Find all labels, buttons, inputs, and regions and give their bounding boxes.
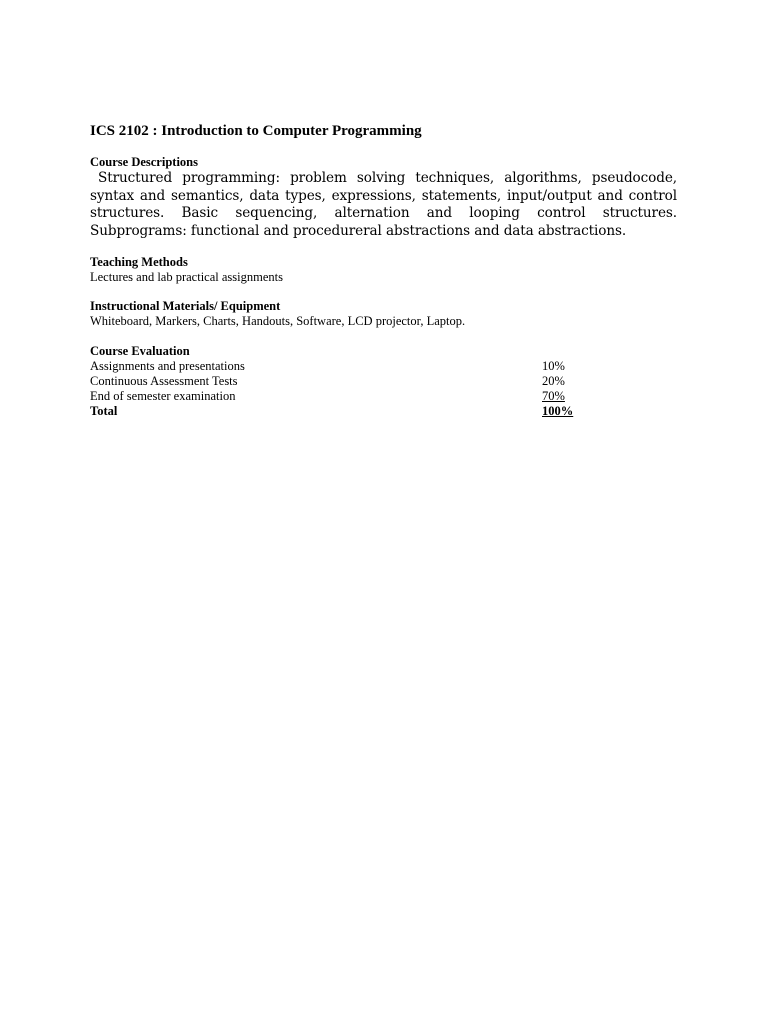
teaching-methods-heading: Teaching Methods bbox=[90, 255, 188, 270]
evaluation-row-total bbox=[90, 404, 677, 419]
teaching-methods-text: Lectures and lab practical assignments bbox=[90, 270, 283, 285]
materials-text: Whiteboard, Markers, Charts, Handouts, Software, LCD projector, Laptop. bbox=[90, 314, 466, 329]
evaluation-value: 70% bbox=[542, 389, 565, 404]
evaluation-row-assignments bbox=[90, 359, 677, 374]
materials-section bbox=[90, 299, 677, 329]
evaluation-row-cats bbox=[90, 374, 677, 389]
evaluation-label: Assignments and presentations bbox=[90, 359, 245, 374]
course-description-section bbox=[90, 155, 677, 240]
document-page bbox=[90, 122, 677, 419]
materials-heading: Instructional Materials/ Equipment bbox=[90, 299, 281, 314]
evaluation-total-label: Total bbox=[90, 404, 118, 419]
course-evaluation-section bbox=[90, 344, 677, 419]
evaluation-total-value: 100% bbox=[542, 404, 574, 419]
evaluation-value: 20% bbox=[542, 374, 565, 389]
course-title: ICS 2102 : Introduction to Computer Programming bbox=[90, 123, 422, 139]
course-description-heading: Course Descriptions bbox=[90, 155, 198, 169]
evaluation-label: End of semester examination bbox=[90, 389, 236, 404]
evaluation-row-exam bbox=[90, 389, 677, 404]
evaluation-value: 10% bbox=[542, 359, 565, 374]
teaching-methods-section bbox=[90, 255, 677, 285]
evaluation-label: Continuous Assessment Tests bbox=[90, 374, 238, 389]
course-description-text: Structured programming: problem solving techniques, algorithms, pseudocode, syntax and semantics, data types, expressions, statements, input/output and control structures. Basic sequencing, alternation and looping control structures. Subprograms: functional and procedureral abstractions and data abstractions. bbox=[90, 170, 677, 239]
course-evaluation-heading: Course Evaluation bbox=[90, 344, 190, 359]
